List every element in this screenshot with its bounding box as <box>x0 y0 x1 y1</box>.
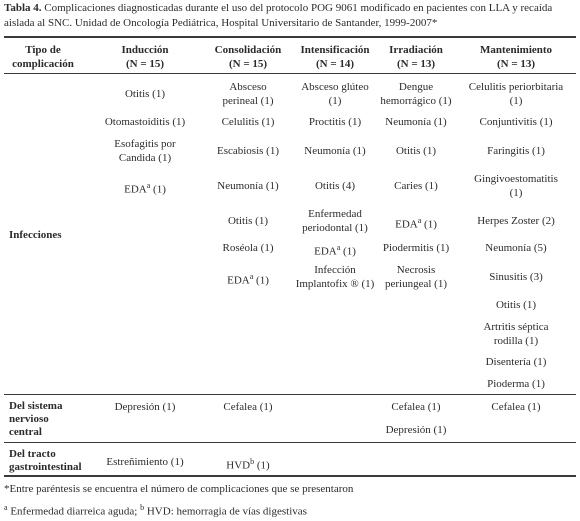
header-type <box>0 43 86 71</box>
cell-infecciones-mantenimiento: Celulitis periorbitaria (1) <box>468 81 564 107</box>
cell-infecciones-mantenimiento: Faringitis (1) <box>487 145 545 157</box>
header-consolidacion-line1: Consolidación <box>214 44 282 56</box>
cell-snc-mantenimiento: Cefalea (1) <box>491 401 541 413</box>
row-label-gastro-line1: Del tracto <box>9 448 56 460</box>
snc-bottom-rule <box>4 442 576 443</box>
cell-infecciones-mantenimiento: Conjuntivitis (1) <box>479 116 553 128</box>
cell-gastro-induccion: Estreñimiento (1) <box>106 456 184 468</box>
row-label-gastro <box>9 448 82 474</box>
cell-snc-consolidacion: Cefalea (1) <box>223 401 273 413</box>
cell-infecciones-mantenimiento: Sinusitis (3) <box>489 271 543 283</box>
row-label-snc-line1: Del sistema <box>9 400 63 412</box>
cell-infecciones-intensificacion: Enfermedad periodontal (1) <box>302 208 368 234</box>
header-type-line2: complicación <box>12 58 74 70</box>
header-irradiacion-line2: (N = 13) <box>396 58 436 70</box>
row-label-snc-line2: nervioso <box>9 413 49 425</box>
cell-infecciones-consolidacion: Celulitis (1) <box>221 116 275 128</box>
cell-infecciones-intensificacion: Neumonía (1) <box>304 145 366 157</box>
footnote-1: *Entre paréntesis se encuentra el número de complicaciones que se presentaron <box>4 483 354 495</box>
header-bottom-rule <box>4 73 576 74</box>
cell-infecciones-intensificacion: Proctitis (1) <box>308 116 362 128</box>
header-mantenimiento-line2: (N = 13) <box>496 58 536 70</box>
cell-infecciones-consolidacion: Otitis (1) <box>227 215 269 227</box>
cell-snc-irradiacion-1: Cefalea (1) <box>391 401 441 413</box>
cell-infecciones-consolidacion: EDA$^a$ (1) <box>227 272 269 287</box>
row-label-snc <box>9 400 62 439</box>
row-label-infecciones: Infecciones <box>9 229 62 241</box>
footnote-2: $^a$ Enfermedad diarreica aguda; $^b$ HVD: hemorragia de vías digestivas <box>4 503 307 518</box>
cell-infecciones-irradiacion: EDA$^a$ (1) <box>395 216 437 231</box>
cell-snc-irradiacion-2: Depresión (1) <box>385 424 447 436</box>
header-induccion-line1: Inducción <box>121 44 169 56</box>
header-mantenimiento-line1: Mantenimiento <box>479 44 553 56</box>
cell-infecciones-mantenimiento: Disentería (1) <box>485 356 547 368</box>
header-type-line1: Tipo de <box>25 44 61 56</box>
cell-infecciones-mantenimiento: Pioderma (1) <box>487 378 545 390</box>
cell-infecciones-consolidacion: Neumonía (1) <box>217 180 279 192</box>
cell-infecciones-mantenimiento: Neumonía (5) <box>485 242 547 254</box>
row-label-gastro-line2: gastrointestinal <box>9 461 82 473</box>
cell-infecciones-irradiacion: Necrosis periungeal (1) <box>385 264 447 290</box>
header-intensificacion-line2: (N = 14) <box>315 58 355 70</box>
cell-infecciones-induccion: Otomastoiditis (1) <box>104 116 186 128</box>
cell-infecciones-mantenimiento: Otitis (1) <box>495 299 537 311</box>
cell-infecciones-induccion: Esofagitis por Candida (1) <box>114 138 176 164</box>
cell-infecciones-induccion: Otitis (1) <box>124 88 166 100</box>
table-caption-label: Tabla 4. <box>4 2 42 14</box>
cell-infecciones-mantenimiento: Herpes Zoster (2) <box>477 215 555 227</box>
cell-infecciones-intensificacion: Infección Implantofix ® (1) <box>295 264 375 290</box>
cell-infecciones-induccion: EDA$^a$ (1) <box>124 181 166 196</box>
cell-infecciones-intensificacion: EDA$^a$ (1) <box>314 243 356 258</box>
table-caption <box>4 1 576 30</box>
header-consolidacion-line2: (N = 15) <box>228 58 268 70</box>
infecciones-bottom-rule <box>4 394 576 395</box>
header-induccion-line2: (N = 15) <box>125 58 165 70</box>
cell-infecciones-consolidacion: Absceso perineal (1) <box>222 81 274 107</box>
cell-infecciones-mantenimiento: Gingivoestomatitis (1) <box>474 173 558 199</box>
table-top-rule <box>4 36 576 38</box>
cell-infecciones-irradiacion: Caries (1) <box>394 180 438 192</box>
table-bottom-rule <box>4 475 576 477</box>
cell-snc-induccion: Depresión (1) <box>114 401 176 413</box>
table-caption-text: Complicaciones diagnosticadas durante el uso del protocolo POG 9061 modificado en pacientes con LLA y recaída aislada al SNC. Unidad de Oncología Pediátrica, Hospital Universitario de Santander, 1999-2007* <box>4 2 553 29</box>
cell-infecciones-consolidacion: Roséola (1) <box>222 242 274 254</box>
cell-infecciones-consolidacion: Escabiosis (1) <box>216 145 279 157</box>
header-irradiacion-line1: Irradiación <box>389 44 443 56</box>
header-irradiacion <box>368 43 464 71</box>
cell-infecciones-intensificacion: Otitis (4) <box>314 180 356 192</box>
cell-infecciones-irradiacion: Dengue hemorrágico (1) <box>380 81 452 107</box>
header-mantenimiento <box>461 43 571 71</box>
cell-gastro-consolidacion: HVD$^b$ (1) <box>226 457 270 472</box>
cell-infecciones-mantenimiento: Artritis séptica rodilla (1) <box>483 321 549 347</box>
cell-infecciones-irradiacion: Otitis (1) <box>395 145 437 157</box>
cell-infecciones-irradiacion: Piodermitis (1) <box>382 242 450 254</box>
header-induccion <box>89 43 201 71</box>
header-intensificacion-line1: Intensificación <box>300 44 370 56</box>
cell-infecciones-irradiacion: Neumonía (1) <box>385 116 447 128</box>
row-label-snc-line3: central <box>9 426 42 438</box>
cell-infecciones-intensificacion: Absceso glúteo (1) <box>301 81 369 107</box>
